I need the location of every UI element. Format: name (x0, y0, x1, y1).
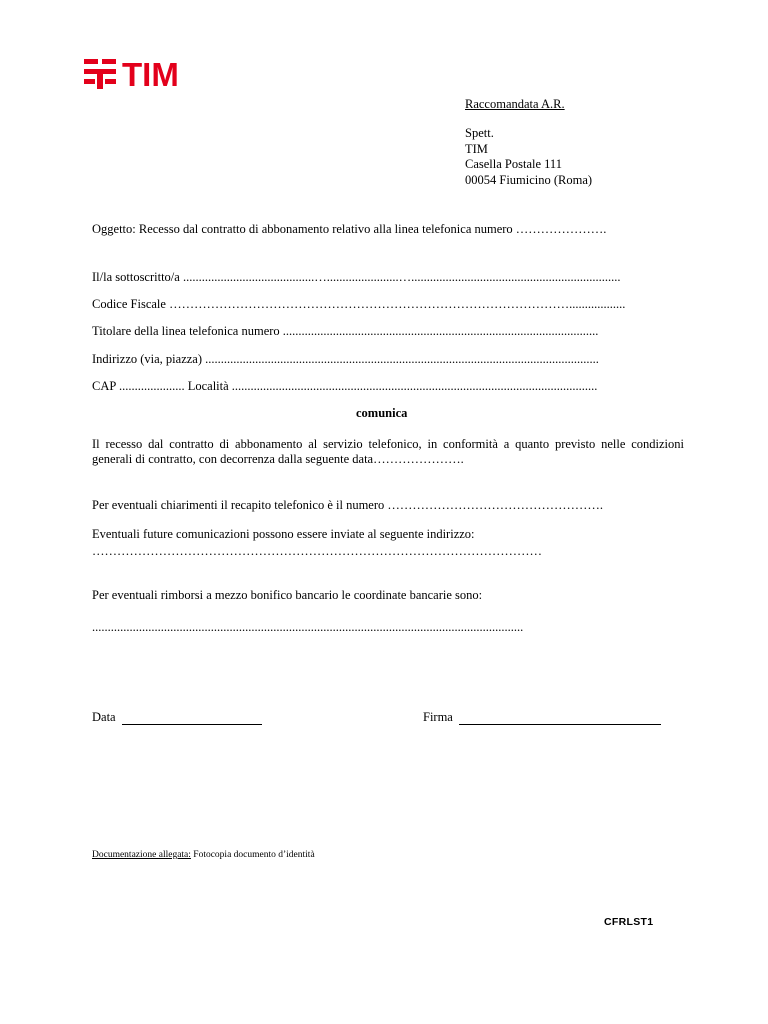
signature-label: Firma (423, 710, 453, 724)
signature-field (423, 710, 661, 725)
attachments-label: Documentazione allegata: (92, 850, 191, 860)
withdrawal-paragraph: Il recesso dal contratto di abbonamento al servizio telefonico, in conformità a quanto previsto nelle condizioni generali di contratto, con decorrenza dalla seguente data…………………. (92, 437, 684, 466)
field-cap-locality: CAP ..................... Località ..................................................................................................................... (92, 379, 598, 393)
attachments (92, 850, 315, 860)
field-name: Il/la sottoscritto/a ..........................................….......................…................................................................... (92, 270, 621, 284)
delivery-method: Raccomandata A.R. (465, 97, 565, 111)
field-address: Indirizzo (via, piazza) .............................................................................................................................. (92, 352, 599, 366)
refund-dots: .......................................................................................................................................... (92, 620, 524, 634)
field-line-number: Titolare della linea telefonica numero ..................................................................................................... (92, 324, 599, 338)
tim-logo (84, 56, 194, 90)
field-tax-code: Codice Fiscale …………………………………………………………………………………….................. (92, 297, 626, 311)
date-field (92, 710, 262, 725)
signature-underline (459, 712, 661, 725)
recipient-line: Spett. (465, 126, 494, 140)
svg-text:TIM: TIM (122, 56, 179, 90)
comunica-heading: comunica (356, 406, 408, 420)
date-label: Data (92, 710, 116, 724)
form-code: CFRLST1 (604, 916, 654, 928)
recipient-line: 00054 Fiumicino (Roma) (465, 173, 593, 187)
future-communications-dots: ……………………………………………………………………………………………… (92, 544, 542, 558)
subject-line: Oggetto: Recesso dal contratto di abbonamento relativo alla linea telefonica numero …………………. (92, 222, 607, 236)
contact-phone-line: Per eventuali chiarimenti il recapito telefonico è il numero ……………………………………………. (92, 498, 603, 512)
recipient-line: TIM (465, 142, 488, 156)
date-underline (122, 712, 262, 725)
recipient-line: Casella Postale 111 (465, 157, 562, 171)
future-communications-label: Eventuali future comunicazioni possono essere inviate al seguente indirizzo: (92, 527, 475, 541)
refund-label: Per eventuali rimborsi a mezzo bonifico bancario le coordinate bancarie sono: (92, 588, 483, 602)
attachments-value: Fotocopia documento d’identità (193, 850, 315, 860)
